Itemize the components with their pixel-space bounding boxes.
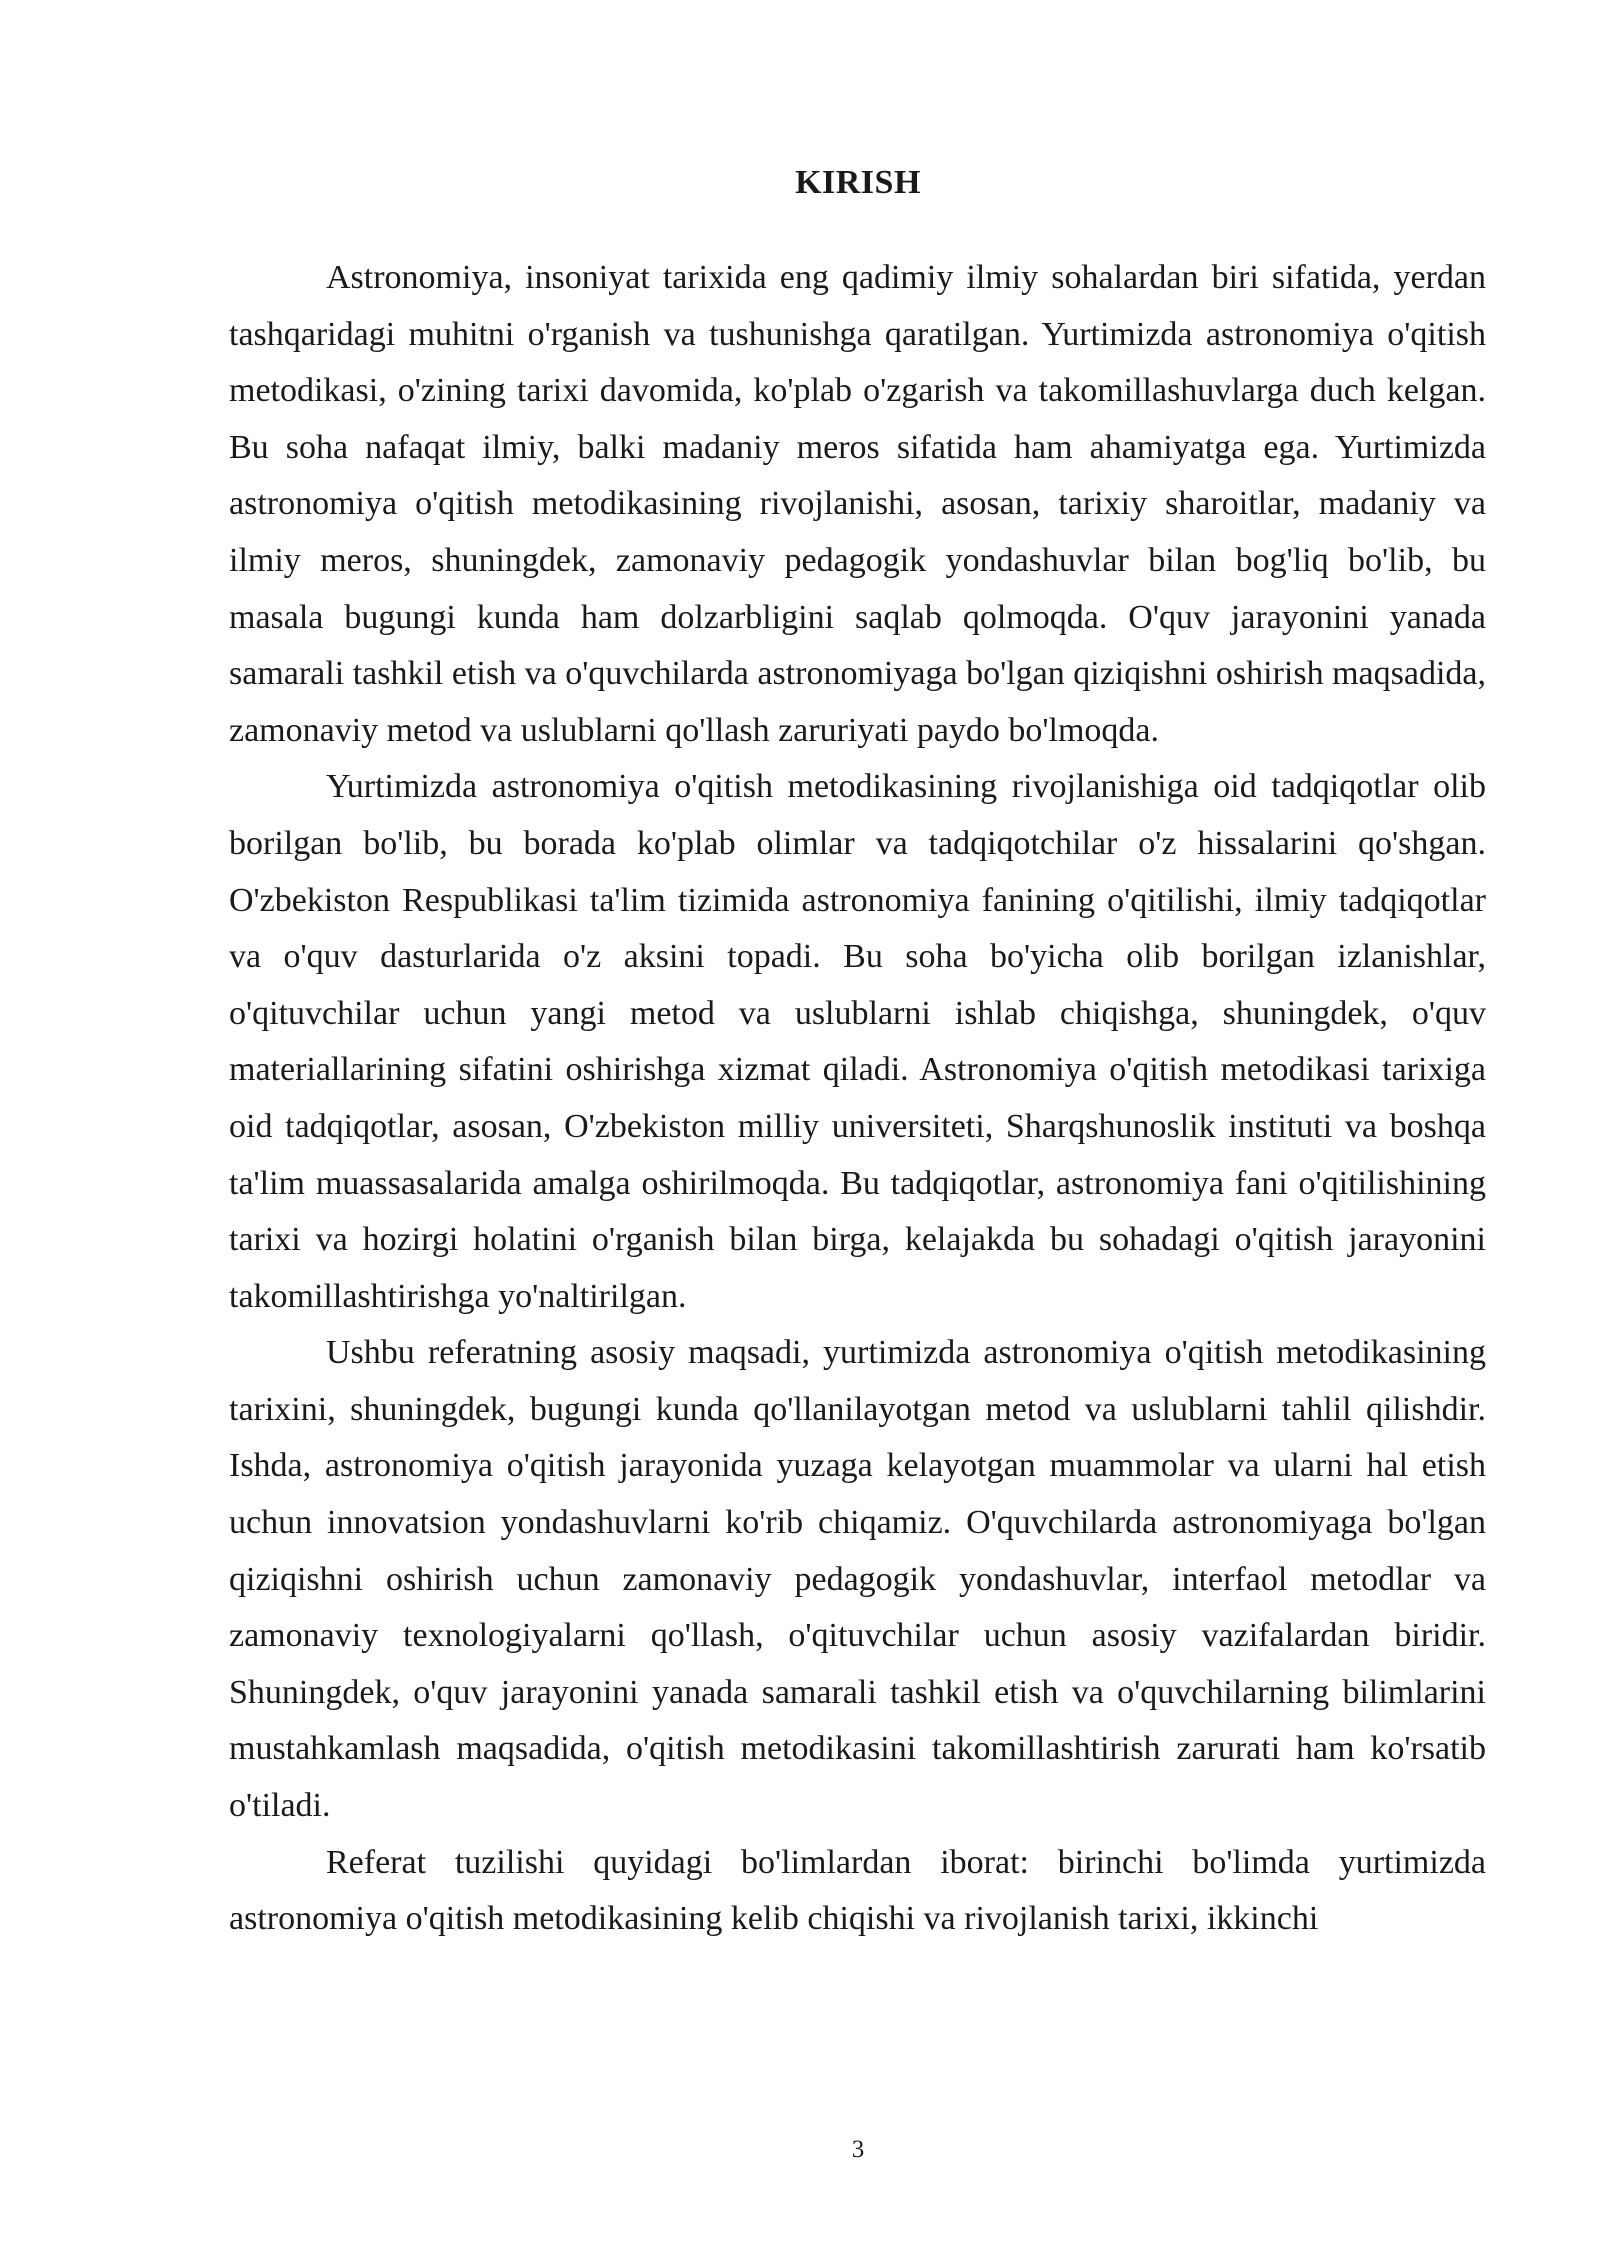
paragraph-2: Yurtimizda astronomiya o'qitish metodikasining rivojlanishiga oid tadqiqotlar olib borilgan bo'lib, bu borada ko'plab olimlar va tadqiqotchilar o'z hissalarini qo'shgan. O'zbekiston Respublikasi ta'lim tizimida astronomiya fanining o'qitilishi, ilmiy tadqiqotlar va o'quv dasturlarida o'z aksini topadi. Bu soha bo'yicha olib borilgan izlanishlar, o'qituvchilar uchun yangi metod va uslublarni ishlab chiqishga, shuningdek, o'quv materiallarining sifatini oshirishga xizmat qiladi. Astronomiya o'qitish metodikasi tarixiga oid tadqiqotlar, asosan, O'zbekiston milliy universiteti, Sharqshunoslik instituti va boshqa ta'lim muassasalarida amalga oshirilmoqda. Bu tadqiqotlar, astronomiya fani o'qitilishining tarixi va hozirgi holatini o'rganish bilan birga, kelajakda bu sohadagi o'qitish jarayonini takomillashtirishga yo'naltirilgan. [229,768,1486,1315]
paragraph-1: Astronomiya, insoniyat tarixida eng qadimiy ilmiy sohalardan biri sifatida, yerdan tashqaridagi muhitni o'rganish va tushunishga qaratilgan. Yurtimizda astronomiya o'qitish metodikasi, o'zining tarixi davomida, ko'plab o'zgarish va takomillashuvlarga duch kelgan. Bu soha nafaqat ilmiy, balki madaniy meros sifatida ham ahamiyatga ega. Yurtimizda astronomiya o'qitish metodikasining rivojlanishi, asosan, tarixiy sharoitlar, madaniy va ilmiy meros, shuningdek, zamonaviy pedagogik yondashuvlar bilan bog'liq bo'lib, bu masala bugungi kunda ham dolzarbligini saqlab qolmoqda. O'quv jarayonini yanada samarali tashkil etish va o'quvchilarda astronomiyaga bo'lgan qiziqishni oshirish maqsadida, zamonaviy metod va uslublarni qo'llash zaruriyati paydo bo'lmoqda. [229,259,1486,749]
body-text [229,250,1486,1948]
paragraph-4: Referat tuzilishi quyidagi bo'limlardan iborat: birinchi bo'limda yurtimizda astronomiya o'qitish metodikasining kelib chiqishi va rivojlanish tarixi, ikkinchi [229,1843,1486,1938]
page-number: 3 [851,2136,865,2163]
page-title: KIRISH [795,164,921,201]
paragraph-3: Ushbu referatning asosiy maqsadi, yurtimizda astronomiya o'qitish metodikasining tarixini, shuningdek, bugungi kunda qo'llanilayotgan metod va uslublarni tahlil qilishdir. Ishda, astronomiya o'qitish jarayonida yuzaga kelayotgan muammolar va ularni hal etish uchun innovatsion yondashuvlarni ko'rib chiqamiz. O'quvchilarda astronomiyaga bo'lgan qiziqishni oshirish uchun zamonaviy pedagogik yondashuvlar, interfaol metodlar va zamonaviy texnologiyalarni qo'llash, o'qituvchilar uchun asosiy vazifalardan biridir. Shuningdek, o'quv jarayonini yanada samarali tashkil etish va o'quvchilarning bilimlarini mustahkamlash maqsadida, o'qitish metodikasini takomillashtirish zarurati ham ko'rsatib o'tiladi. [229,1334,1486,1825]
